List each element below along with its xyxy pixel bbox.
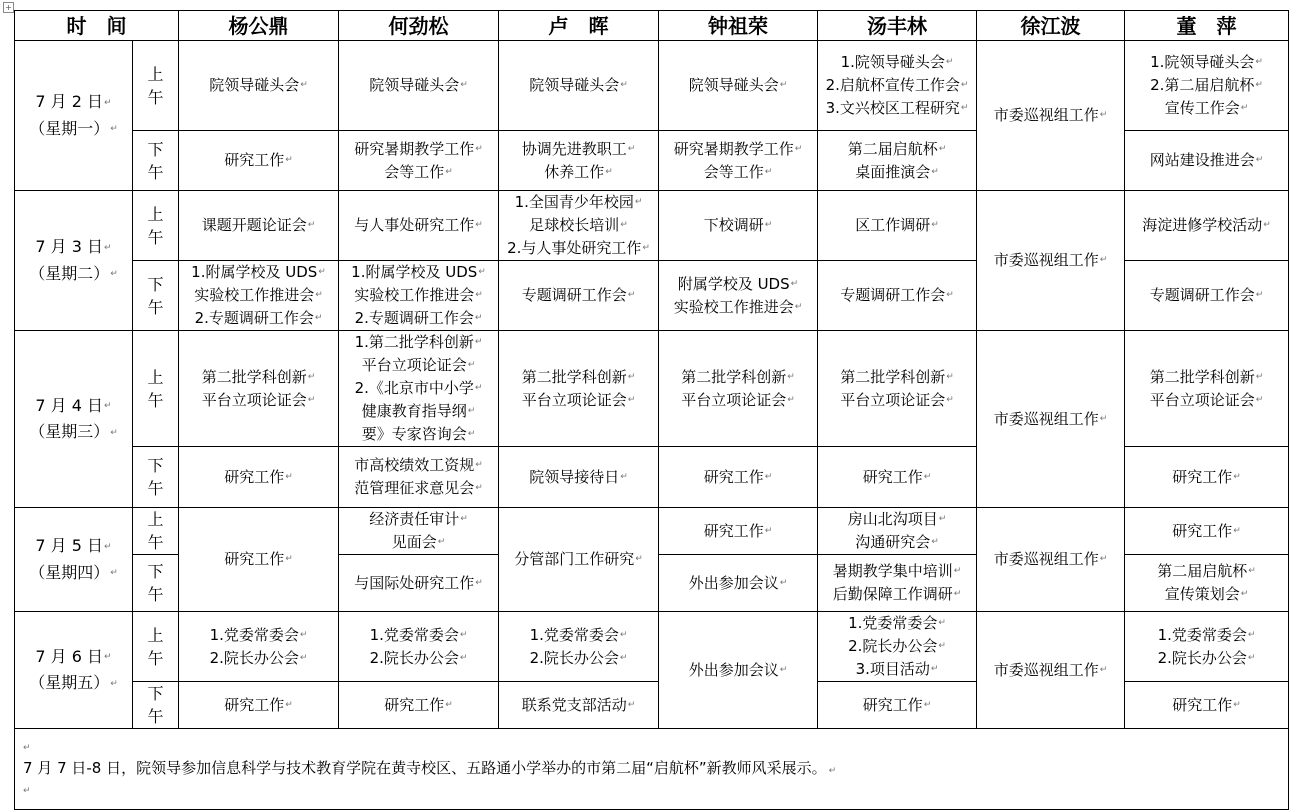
schedule-cell xyxy=(339,447,499,508)
schedule-cell xyxy=(499,131,659,191)
schedule-cell xyxy=(499,261,659,331)
schedule-cell-line: 研究工作 ↵ xyxy=(661,520,815,543)
schedule-cell-line: 市委巡视组工作 ↵ xyxy=(979,104,1122,127)
header-person: 杨公鼎 xyxy=(179,11,339,41)
header-time: 时 间 xyxy=(15,11,179,41)
half-label-char: 午 xyxy=(147,585,164,604)
schedule-cell-line: 市高校绩效工资规 ↵ xyxy=(341,454,496,477)
am-label xyxy=(133,191,179,261)
schedule-cell-line: 3.文兴校区工程研究 ↵ xyxy=(820,97,974,120)
schedule-cell xyxy=(339,682,499,729)
schedule-cell xyxy=(818,261,977,331)
schedule-cell xyxy=(659,508,818,555)
schedule-cell-line: 2.院长办公会 ↵ xyxy=(181,647,336,670)
half-label-char: 午 xyxy=(147,533,164,552)
schedule-cell-line: 研究工作 ↵ xyxy=(181,149,336,172)
schedule-cell xyxy=(179,191,339,261)
header-person: 何劲松 xyxy=(339,11,499,41)
schedule-cell xyxy=(339,131,499,191)
schedule-cell xyxy=(1125,682,1289,729)
schedule-cell xyxy=(818,41,977,131)
schedule-cell xyxy=(977,508,1125,612)
schedule-cell-line: 2.专题调研工作会 ↵ xyxy=(181,307,336,330)
schedule-cell xyxy=(818,682,977,729)
schedule-cell xyxy=(659,331,818,447)
schedule-cell xyxy=(1125,508,1289,555)
schedule-cell-line: 院领导碰头会 ↵ xyxy=(181,74,336,97)
half-label-char: 下 xyxy=(147,139,164,159)
schedule-cell xyxy=(818,191,977,261)
schedule-cell xyxy=(659,191,818,261)
schedule-cell xyxy=(1125,191,1289,261)
schedule-cell-line: 院领导碰头会 ↵ xyxy=(341,74,496,97)
day-am-row xyxy=(15,331,1289,447)
schedule-cell-line: 第二届启航杯 ↵ xyxy=(1127,560,1286,583)
schedule-cell xyxy=(339,331,499,447)
schedule-cell-line: 外出参加会议 ↵ xyxy=(661,659,815,682)
schedule-cell-line: 1.院领导碰头会 ↵ xyxy=(1127,51,1286,74)
half-label-char: 午 xyxy=(147,479,164,498)
schedule-cell-line: 平台立项论证会 ↵ xyxy=(1127,389,1286,412)
schedule-cell-line: 平台立项论证会 ↵ xyxy=(661,389,815,412)
half-label-char: 上 xyxy=(147,64,164,84)
schedule-cell-line: 范管理征求意见会 ↵ xyxy=(341,477,496,500)
am-label xyxy=(133,331,179,447)
schedule-cell xyxy=(977,331,1125,508)
schedule-cell-line: 平台立项论证会 ↵ xyxy=(341,354,496,377)
schedule-cell-line: 与国际处研究工作 ↵ xyxy=(341,572,496,595)
schedule-cell xyxy=(179,131,339,191)
schedule-cell-line: 研究暑期教学工作 ↵ xyxy=(661,138,815,161)
schedule-cell xyxy=(659,612,818,729)
date-label: 7 月 4 日 ↵ xyxy=(17,393,130,420)
schedule-cell xyxy=(499,682,659,729)
schedule-cell-line: 1.全国青少年校园 ↵ xyxy=(501,191,656,214)
schedule-cell-line: 2.院长办公会 ↵ xyxy=(341,647,496,670)
schedule-cell xyxy=(179,261,339,331)
schedule-cell-line: 1.附属学校及 UDS ↵ xyxy=(341,261,496,284)
schedule-cell-line: 研究暑期教学工作 ↵ xyxy=(341,138,496,161)
half-label-char: 上 xyxy=(147,510,164,529)
date-cell xyxy=(15,612,133,729)
schedule-cell-line: 宣传工作会 ↵ xyxy=(1127,97,1286,120)
schedule-cell xyxy=(818,447,977,508)
schedule-cell xyxy=(179,682,339,729)
half-label-char: 午 xyxy=(147,707,164,726)
schedule-cell-line: 宣传策划会 ↵ xyxy=(1127,583,1286,606)
schedule-cell xyxy=(659,41,818,131)
schedule-cell-line: 2.第二届启航杯 ↵ xyxy=(1127,74,1286,97)
header-row xyxy=(15,11,1289,41)
schedule-cell-line: 第二届启航杯 ↵ xyxy=(820,138,974,161)
schedule-cell-line: 市委巡视组工作 ↵ xyxy=(979,548,1122,571)
paragraph-mark-icon: ↵ xyxy=(23,785,31,796)
schedule-cell-line: 暑期教学集中培训 ↵ xyxy=(820,560,974,583)
pm-label xyxy=(133,447,179,508)
schedule-cell xyxy=(499,612,659,682)
weekday-label: （星期二） ↵ xyxy=(17,261,130,288)
header-person: 汤丰林 xyxy=(818,11,977,41)
schedule-cell-line: 后勤保障工作调研 ↵ xyxy=(820,583,974,606)
schedule-cell-line: 1.第二批学科创新 ↵ xyxy=(341,331,496,354)
schedule-cell-line: 第二批学科创新 ↵ xyxy=(661,366,815,389)
schedule-cell-line: 1.党委常委会 ↵ xyxy=(1127,624,1286,647)
schedule-cell xyxy=(1125,612,1289,682)
header-person: 钟祖荣 xyxy=(659,11,818,41)
half-label-char: 下 xyxy=(147,456,164,475)
schedule-cell-line: 市委巡视组工作 ↵ xyxy=(979,249,1122,272)
header-person: 徐江波 xyxy=(977,11,1125,41)
half-label-char: 午 xyxy=(147,87,164,107)
schedule-cell xyxy=(339,41,499,131)
schedule-cell-line: 2.与人事处研究工作 ↵ xyxy=(501,237,656,260)
schedule-cell-line: 第二批学科创新 ↵ xyxy=(181,366,336,389)
schedule-cell-line: 实验校工作推进会 ↵ xyxy=(661,296,815,319)
half-label-char: 午 xyxy=(147,648,164,668)
date-label: 7 月 6 日 ↵ xyxy=(17,644,130,671)
am-label xyxy=(133,508,179,555)
date-cell xyxy=(15,508,133,612)
schedule-cell-line: 实验校工作推进会 ↵ xyxy=(181,284,336,307)
schedule-cell-line: 平台立项论证会 ↵ xyxy=(181,389,336,412)
schedule-cell-line: 院领导碰头会 ↵ xyxy=(501,74,656,97)
schedule-cell-line: 2.启航杯宣传工作会 ↵ xyxy=(820,74,974,97)
half-label-char: 上 xyxy=(147,625,164,645)
schedule-cell-line: 2.院长办公会 ↵ xyxy=(1127,647,1286,670)
schedule-cell-line: 海淀进修学校活动 ↵ xyxy=(1127,214,1286,237)
schedule-cell-line: 足球校长培训 ↵ xyxy=(501,214,656,237)
schedule-cell-line: 桌面推演会 ↵ xyxy=(820,161,974,184)
schedule-cell-line: 研究工作 ↵ xyxy=(181,694,336,717)
schedule-cell-line: 健康教育指导纲 ↵ xyxy=(341,400,496,423)
date-label: 7 月 2 日 ↵ xyxy=(17,89,130,116)
half-label-char: 下 xyxy=(147,684,164,703)
date-label: 7 月 3 日 ↵ xyxy=(17,234,130,261)
schedule-cell-line: 市委巡视组工作 ↵ xyxy=(979,659,1122,682)
weekday-label: （星期一） ↵ xyxy=(17,116,130,143)
pm-label xyxy=(133,261,179,331)
schedule-cell-line: 研究工作 ↵ xyxy=(820,466,974,489)
schedule-cell-line: 研究工作 ↵ xyxy=(661,466,815,489)
paragraph-mark-icon: ↵ xyxy=(23,742,31,753)
schedule-cell-line: 要》专家咨询会 ↵ xyxy=(341,423,496,446)
schedule-cell-line: 沟通研究会 ↵ xyxy=(820,531,974,554)
schedule-cell-line: 第二批学科创新 ↵ xyxy=(1127,366,1286,389)
schedule-cell-line: 研究工作 ↵ xyxy=(181,548,336,571)
schedule-cell xyxy=(1125,447,1289,508)
schedule-cell-line: 1.党委常委会 ↵ xyxy=(341,624,496,647)
half-label-char: 下 xyxy=(147,562,164,581)
schedule-cell xyxy=(179,612,339,682)
note-cell xyxy=(15,729,1289,810)
day-am-row xyxy=(15,41,1289,131)
schedule-cell-line: 市委巡视组工作 ↵ xyxy=(979,408,1122,431)
schedule-cell-line: 院领导碰头会 ↵ xyxy=(661,74,815,97)
schedule-cell xyxy=(1125,131,1289,191)
schedule-cell-line: 联系党支部活动 ↵ xyxy=(501,694,656,717)
am-label xyxy=(133,612,179,682)
schedule-cell xyxy=(659,555,818,612)
schedule-cell-line: 会等工作 ↵ xyxy=(661,161,815,184)
schedule-cell-line: 专题调研工作会 ↵ xyxy=(1127,284,1286,307)
pm-label xyxy=(133,555,179,612)
schedule-cell-line: 专题调研工作会 ↵ xyxy=(820,284,974,307)
pm-label xyxy=(133,131,179,191)
half-label-char: 午 xyxy=(147,227,164,247)
schedule-cell xyxy=(818,555,977,612)
schedule-cell xyxy=(977,191,1125,331)
day-am-row xyxy=(15,508,1289,555)
note-text: 7 月 7 日-8 日，院领导参加信息科学与技术教育学院在黄寺校区、五路通小学举办的市第二届“启航杯”新教师风采展示。 ↵ xyxy=(23,755,1280,784)
schedule-cell-line: 平台立项论证会 ↵ xyxy=(820,389,974,412)
schedule-cell-line: 研究工作 ↵ xyxy=(341,694,496,717)
schedule-cell-line: 1.附属学校及 UDS ↵ xyxy=(181,261,336,284)
schedule-cell xyxy=(339,555,499,612)
schedule-cell-line: 会等工作 ↵ xyxy=(341,161,496,184)
half-label-char: 上 xyxy=(147,367,164,387)
weekday-label: （星期三） ↵ xyxy=(17,419,130,446)
schedule-cell-line: 休养工作 ↵ xyxy=(501,161,656,184)
schedule-cell-line: 第二批学科创新 ↵ xyxy=(820,366,974,389)
schedule-cell xyxy=(659,261,818,331)
schedule-cell-line: 2.专题调研工作会 ↵ xyxy=(341,307,496,330)
schedule-cell-line: 区工作调研 ↵ xyxy=(820,214,974,237)
header-person: 董 萍 xyxy=(1125,11,1289,41)
schedule-cell-line: 3.项目活动 ↵ xyxy=(820,658,974,681)
schedule-cell xyxy=(179,508,339,612)
schedule-cell xyxy=(339,191,499,261)
schedule-cell-line: 2.《北京市中小学 ↵ xyxy=(341,377,496,400)
schedule-cell xyxy=(977,41,1125,191)
schedule-cell xyxy=(499,447,659,508)
schedule-cell-line: 研究工作 ↵ xyxy=(820,694,974,717)
schedule-cell-line: 下校调研 ↵ xyxy=(661,214,815,237)
schedule-cell xyxy=(499,41,659,131)
schedule-cell-line: 研究工作 ↵ xyxy=(181,466,336,489)
schedule-cell xyxy=(499,331,659,447)
schedule-cell xyxy=(1125,261,1289,331)
schedule-cell xyxy=(659,131,818,191)
schedule-cell-line: 1.党委常委会 ↵ xyxy=(181,624,336,647)
schedule-cell xyxy=(818,131,977,191)
day-am-row xyxy=(15,612,1289,682)
schedule-cell-line: 附属学校及 UDS ↵ xyxy=(661,273,815,296)
schedule-cell-line: 1.院领导碰头会 ↵ xyxy=(820,51,974,74)
schedule-cell-line: 实验校工作推进会 ↵ xyxy=(341,284,496,307)
schedule-cell xyxy=(818,331,977,447)
date-cell xyxy=(15,41,133,191)
schedule-cell-line: 院领导接待日 ↵ xyxy=(501,466,656,489)
schedule-cell-line: 2.院长办公会 ↵ xyxy=(820,635,974,658)
schedule-cell-line: 见面会 ↵ xyxy=(341,531,496,554)
schedule-cell-line: 与人事处研究工作 ↵ xyxy=(341,214,496,237)
schedule-cell xyxy=(1125,555,1289,612)
day-am-row xyxy=(15,191,1289,261)
schedule-cell-line: 2.院长办公会 ↵ xyxy=(501,647,656,670)
am-label xyxy=(133,41,179,131)
schedule-cell xyxy=(818,508,977,555)
half-label-char: 上 xyxy=(147,204,164,224)
schedule-cell-line: 平台立项论证会 ↵ xyxy=(501,389,656,412)
weekly-schedule-table xyxy=(14,10,1289,810)
table-anchor-icon[interactable]: + xyxy=(3,2,14,13)
schedule-cell-line: 研究工作 ↵ xyxy=(1127,466,1286,489)
half-label-char: 午 xyxy=(147,297,164,317)
schedule-cell-line: 研究工作 ↵ xyxy=(1127,520,1286,543)
schedule-cell-line: 课题开题论证会 ↵ xyxy=(181,214,336,237)
pm-label xyxy=(133,682,179,729)
schedule-cell-line: 研究工作 ↵ xyxy=(1127,694,1286,717)
schedule-cell xyxy=(179,447,339,508)
note-row xyxy=(15,729,1289,810)
schedule-cell xyxy=(818,612,977,682)
schedule-cell xyxy=(1125,41,1289,131)
half-label-char: 下 xyxy=(147,274,164,294)
schedule-cell-line: 专题调研工作会 ↵ xyxy=(501,284,656,307)
schedule-cell-line: 协调先进教职工 ↵ xyxy=(501,138,656,161)
schedule-cell xyxy=(1125,331,1289,447)
schedule-cell-line: 1.党委常委会 ↵ xyxy=(501,624,656,647)
schedule-cell xyxy=(977,612,1125,729)
half-label-char: 午 xyxy=(147,390,164,410)
schedule-cell-line: 房山北沟项目 ↵ xyxy=(820,508,974,531)
weekday-label: （星期四） ↵ xyxy=(17,560,130,587)
schedule-cell xyxy=(339,508,499,555)
schedule-cell-line: 经济责任审计 ↵ xyxy=(341,508,496,531)
schedule-cell-line: 网站建设推进会 ↵ xyxy=(1127,149,1286,172)
schedule-cell-line: 外出参加会议 ↵ xyxy=(661,572,815,595)
schedule-cell xyxy=(179,41,339,131)
weekday-label: （星期五） ↵ xyxy=(17,670,130,697)
schedule-cell xyxy=(339,261,499,331)
date-cell xyxy=(15,191,133,331)
schedule-cell-line: 分管部门工作研究 ↵ xyxy=(501,548,656,571)
schedule-cell xyxy=(499,508,659,612)
schedule-cell xyxy=(339,612,499,682)
schedule-cell xyxy=(179,331,339,447)
date-cell xyxy=(15,331,133,508)
schedule-cell xyxy=(499,191,659,261)
half-label-char: 午 xyxy=(147,162,164,182)
schedule-cell xyxy=(659,447,818,508)
header-person: 卢 晖 xyxy=(499,11,659,41)
schedule-cell-line: 1.党委常委会 ↵ xyxy=(820,612,974,635)
date-label: 7 月 5 日 ↵ xyxy=(17,533,130,560)
schedule-cell-line: 第二批学科创新 ↵ xyxy=(501,366,656,389)
